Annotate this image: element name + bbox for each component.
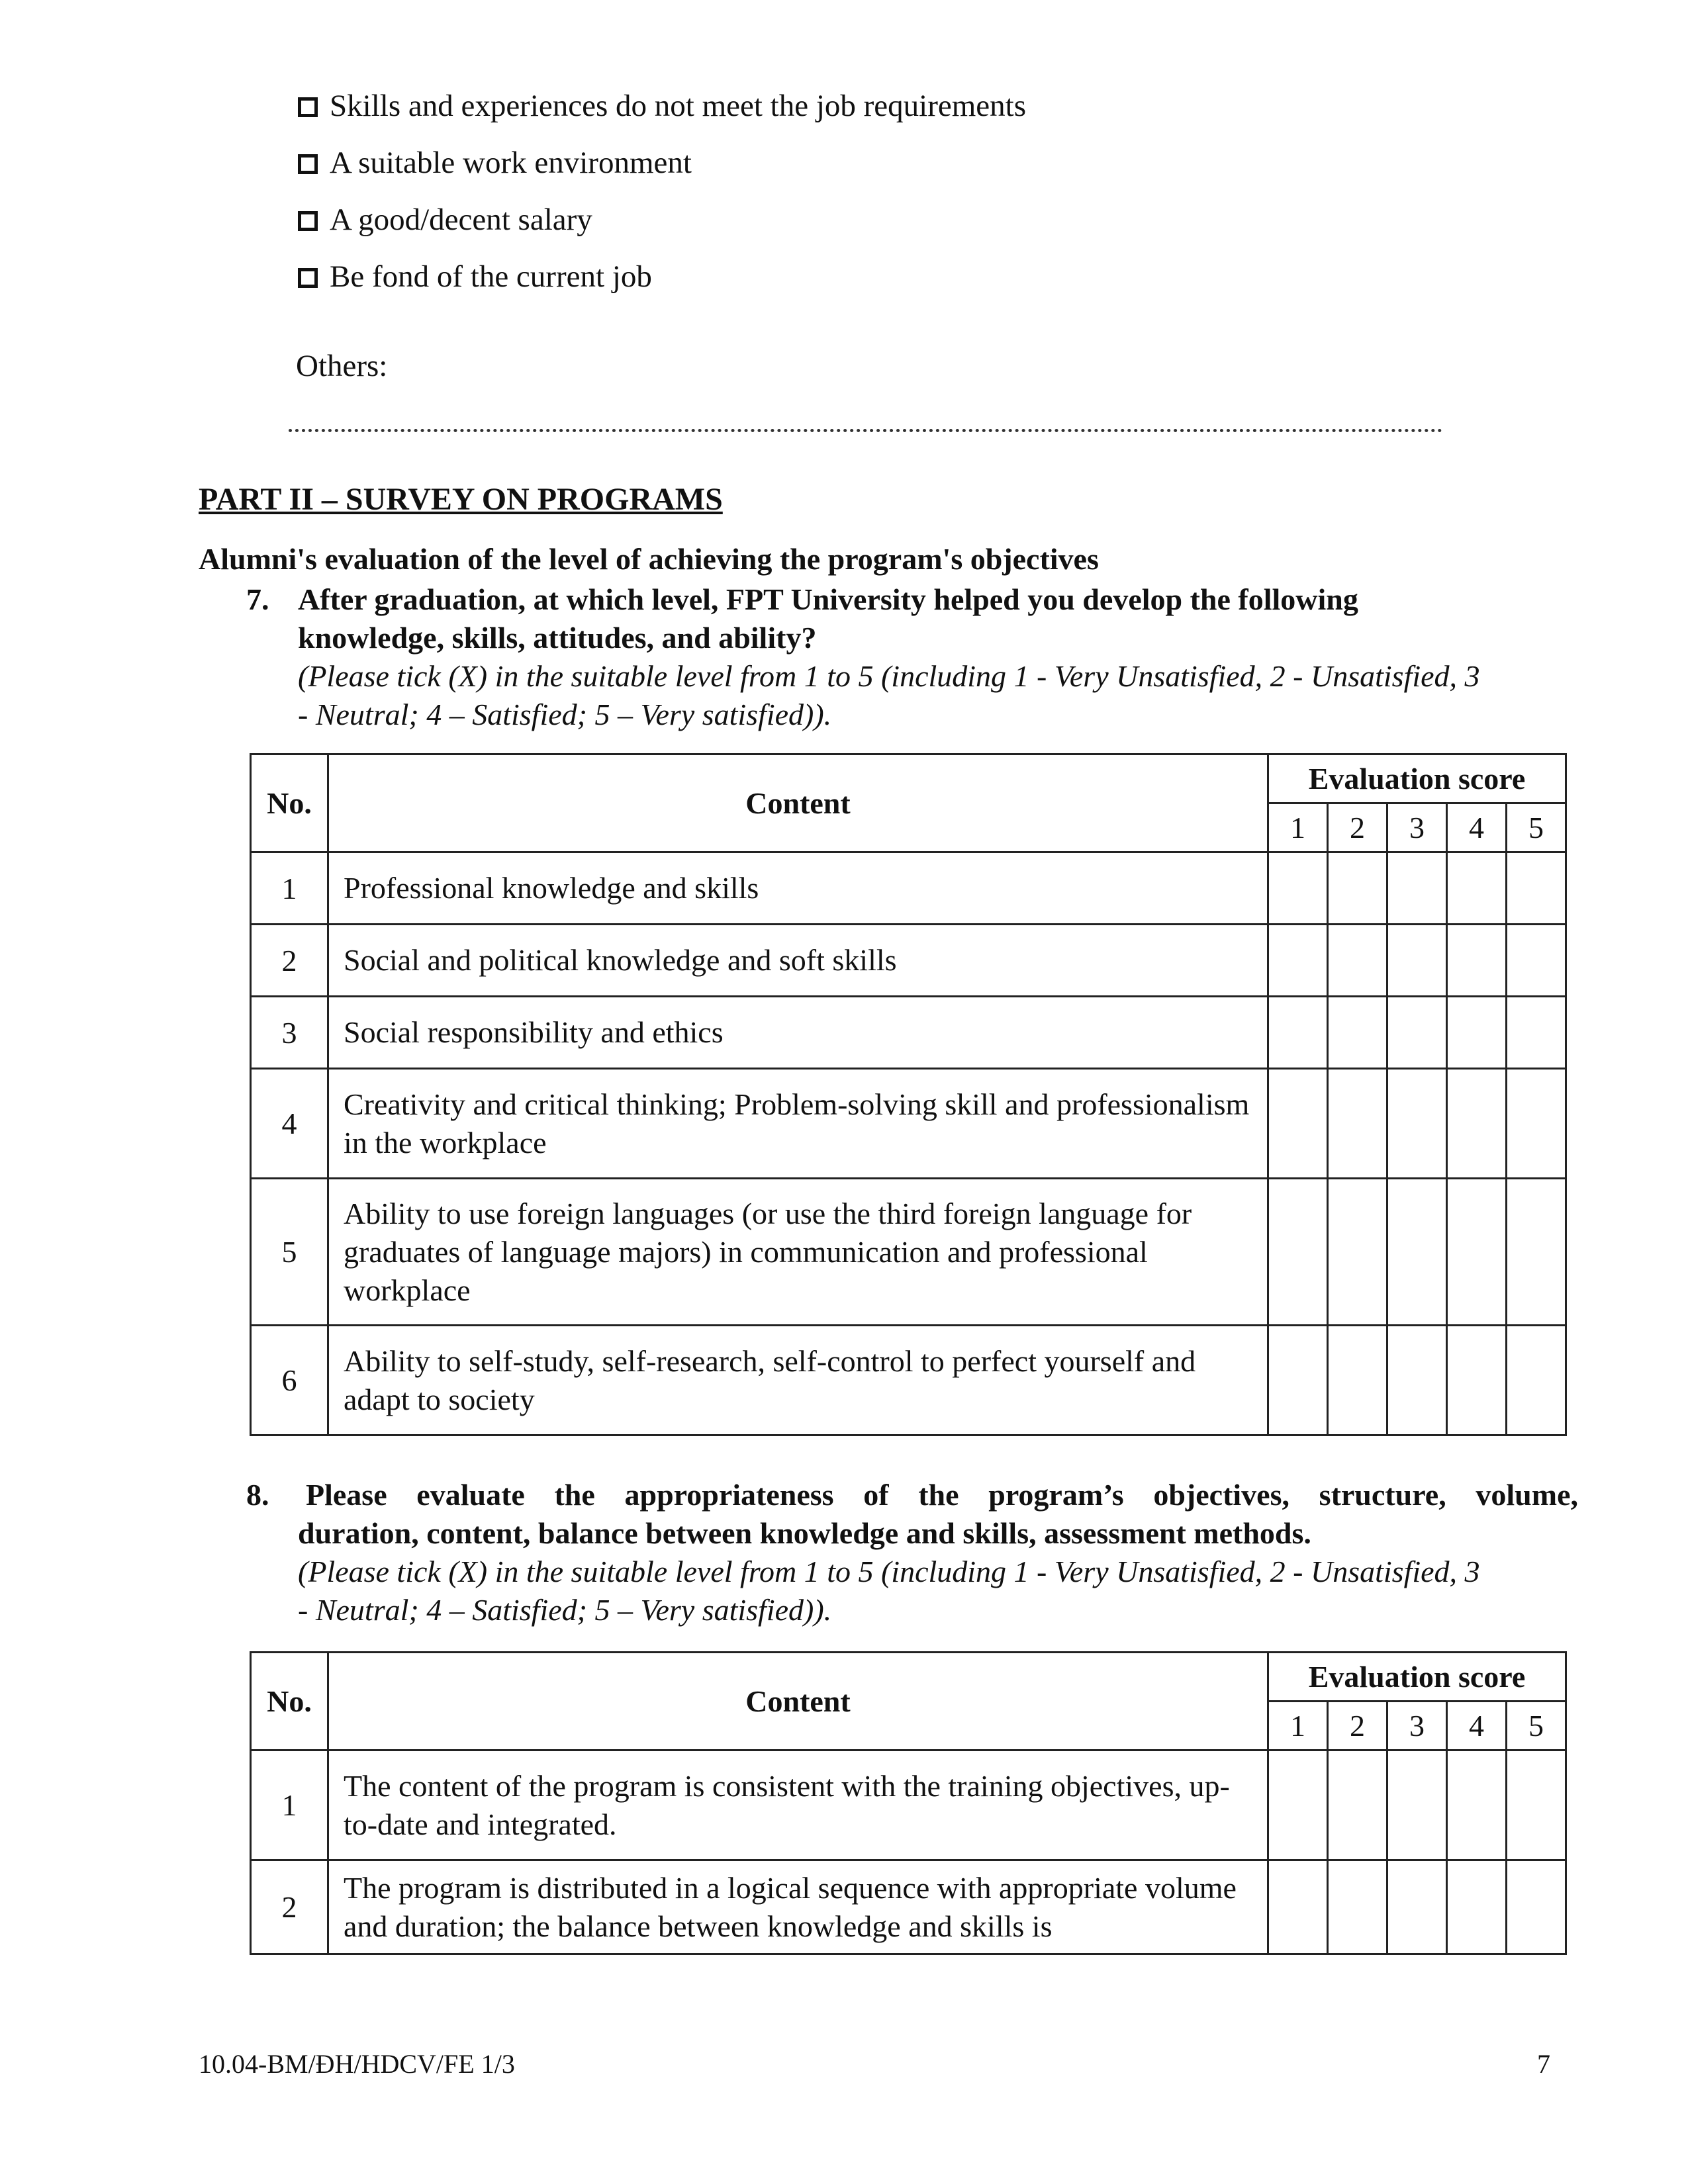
score-cell-4[interactable] xyxy=(1447,1751,1507,1860)
question-number: 8. xyxy=(246,1478,269,1512)
score-cell-4[interactable] xyxy=(1447,1326,1507,1435)
row-number: 4 xyxy=(251,1069,328,1179)
score-cell-1[interactable] xyxy=(1268,852,1328,925)
checkbox-icon[interactable] xyxy=(298,154,318,174)
option-3 xyxy=(298,200,592,240)
option-label: A suitable work environment xyxy=(330,146,692,180)
row-content: Social and political knowledge and soft skills xyxy=(328,925,1268,997)
row-number: 5 xyxy=(251,1179,328,1326)
question-text-line: duration, content, balance between knowledge and skills, assessment methods. xyxy=(298,1516,1311,1550)
page-number: 7 xyxy=(1537,2049,1550,2079)
score-header-1: 1 xyxy=(1268,1702,1328,1751)
score-cell-2[interactable] xyxy=(1328,1751,1387,1860)
question-instruction: (Please tick (X) in the suitable level from 1 to 5 (including 1 - Very Unsatisfied, 2 - Unsatisfied, 3 xyxy=(298,1555,1480,1588)
question-instruction: - Neutral; 4 – Satisfied; 5 – Very satisfied)). xyxy=(298,698,832,731)
row-content: The content of the program is consistent with the training objectives, up-to-date and integrated. xyxy=(328,1751,1268,1860)
row-number: 2 xyxy=(251,925,328,997)
score-cell-5[interactable] xyxy=(1507,1069,1566,1179)
score-cell-4[interactable] xyxy=(1447,852,1507,925)
score-cell-2[interactable] xyxy=(1328,1860,1387,1954)
score-cell-3[interactable] xyxy=(1387,925,1447,997)
score-cell-3[interactable] xyxy=(1387,852,1447,925)
checkbox-icon[interactable] xyxy=(298,211,318,231)
section-subheading: Alumni's evaluation of the level of achieving the program's objectives xyxy=(199,542,1099,576)
score-cell-4[interactable] xyxy=(1447,997,1507,1069)
row-content: The program is distributed in a logical sequence with appropriate volume and duration; the balance between knowledge and skills is xyxy=(328,1860,1268,1954)
score-cell-1[interactable] xyxy=(1268,997,1328,1069)
score-cell-5[interactable] xyxy=(1507,852,1566,925)
footer-document-code: 10.04-BM/ĐH/HDCV/FE 1/3 xyxy=(199,2049,515,2079)
score-cell-4[interactable] xyxy=(1447,925,1507,997)
score-cell-3[interactable] xyxy=(1387,997,1447,1069)
evaluation-table-q8 xyxy=(250,1651,1567,1955)
option-label: A good/decent salary xyxy=(330,203,592,237)
score-cell-1[interactable] xyxy=(1268,1751,1328,1860)
part-title: PART II – SURVEY ON PROGRAMS xyxy=(199,482,723,517)
score-cell-1[interactable] xyxy=(1268,925,1328,997)
column-header-evaluation-score: Evaluation score xyxy=(1268,1653,1566,1702)
score-header-1: 1 xyxy=(1268,803,1328,852)
table-row xyxy=(251,1326,1566,1435)
option-4 xyxy=(298,257,652,296)
score-header-5: 5 xyxy=(1507,1702,1566,1751)
score-cell-4[interactable] xyxy=(1447,1179,1507,1326)
question-number: 7. xyxy=(246,582,269,616)
score-cell-1[interactable] xyxy=(1268,1860,1328,1954)
table-row xyxy=(251,852,1566,925)
others-label: Others: xyxy=(296,349,388,383)
table-row xyxy=(251,997,1566,1069)
score-cell-3[interactable] xyxy=(1387,1860,1447,1954)
score-cell-1[interactable] xyxy=(1268,1069,1328,1179)
table-row xyxy=(251,925,1566,997)
score-cell-5[interactable] xyxy=(1507,1751,1566,1860)
others-fill-line[interactable] xyxy=(289,429,1442,432)
score-cell-5[interactable] xyxy=(1507,997,1566,1069)
score-cell-5[interactable] xyxy=(1507,1326,1566,1435)
column-header-content: Content xyxy=(328,754,1268,852)
row-number: 6 xyxy=(251,1326,328,1435)
table-row xyxy=(251,1179,1566,1326)
table-row xyxy=(251,1860,1566,1954)
option-1 xyxy=(298,86,1026,126)
question-text-line: knowledge, skills, attitudes, and ability? xyxy=(298,621,817,655)
score-cell-3[interactable] xyxy=(1387,1751,1447,1860)
score-cell-3[interactable] xyxy=(1387,1069,1447,1179)
score-cell-2[interactable] xyxy=(1328,997,1387,1069)
score-header-2: 2 xyxy=(1328,1702,1387,1751)
column-header-no: No. xyxy=(251,1653,328,1751)
row-content: Professional knowledge and skills xyxy=(328,852,1268,925)
score-cell-3[interactable] xyxy=(1387,1326,1447,1435)
row-number: 2 xyxy=(251,1860,328,1954)
row-content: Ability to self-study, self-research, self-control to perfect yourself and adapt to society xyxy=(328,1326,1268,1435)
score-cell-2[interactable] xyxy=(1328,852,1387,925)
question-instruction: (Please tick (X) in the suitable level from 1 to 5 (including 1 - Very Unsatisfied, 2 - Unsatisfied, 3 xyxy=(298,659,1480,693)
score-cell-5[interactable] xyxy=(1507,1860,1566,1954)
question-text-line: Please evaluate the appropriateness of the program’s objectives, structure, volume, xyxy=(306,1478,1578,1512)
score-header-4: 4 xyxy=(1447,1702,1507,1751)
option-2 xyxy=(298,143,692,183)
score-cell-2[interactable] xyxy=(1328,1069,1387,1179)
row-content: Social responsibility and ethics xyxy=(328,997,1268,1069)
column-header-evaluation-score: Evaluation score xyxy=(1268,754,1566,803)
score-cell-2[interactable] xyxy=(1328,1179,1387,1326)
row-number: 3 xyxy=(251,997,328,1069)
score-cell-2[interactable] xyxy=(1328,925,1387,997)
score-cell-1[interactable] xyxy=(1268,1179,1328,1326)
checkbox-icon[interactable] xyxy=(298,97,318,117)
column-header-no: No. xyxy=(251,754,328,852)
score-cell-4[interactable] xyxy=(1447,1069,1507,1179)
table-row xyxy=(251,1751,1566,1860)
option-label: Be fond of the current job xyxy=(330,259,652,294)
question-instruction: - Neutral; 4 – Satisfied; 5 – Very satisfied)). xyxy=(298,1593,832,1627)
row-content: Creativity and critical thinking; Problem-solving skill and professionalism in the workplace xyxy=(328,1069,1268,1179)
row-number: 1 xyxy=(251,1751,328,1860)
score-header-4: 4 xyxy=(1447,803,1507,852)
row-number: 1 xyxy=(251,852,328,925)
score-header-3: 3 xyxy=(1387,803,1447,852)
score-cell-5[interactable] xyxy=(1507,925,1566,997)
table-row xyxy=(251,1069,1566,1179)
question-text-line: After graduation, at which level, FPT University helped you develop the following xyxy=(298,582,1358,616)
score-cell-3[interactable] xyxy=(1387,1179,1447,1326)
score-header-2: 2 xyxy=(1328,803,1387,852)
score-cell-2[interactable] xyxy=(1328,1326,1387,1435)
score-header-3: 3 xyxy=(1387,1702,1447,1751)
checkbox-icon[interactable] xyxy=(298,268,318,288)
score-cell-5[interactable] xyxy=(1507,1179,1566,1326)
evaluation-table-q7 xyxy=(250,753,1567,1436)
score-cell-4[interactable] xyxy=(1447,1860,1507,1954)
option-label: Skills and experiences do not meet the job requirements xyxy=(330,89,1026,123)
column-header-content: Content xyxy=(328,1653,1268,1751)
score-cell-1[interactable] xyxy=(1268,1326,1328,1435)
row-content: Ability to use foreign languages (or use the third foreign language for graduates of language majors) in communication and professional workplace xyxy=(328,1179,1268,1326)
score-header-5: 5 xyxy=(1507,803,1566,852)
